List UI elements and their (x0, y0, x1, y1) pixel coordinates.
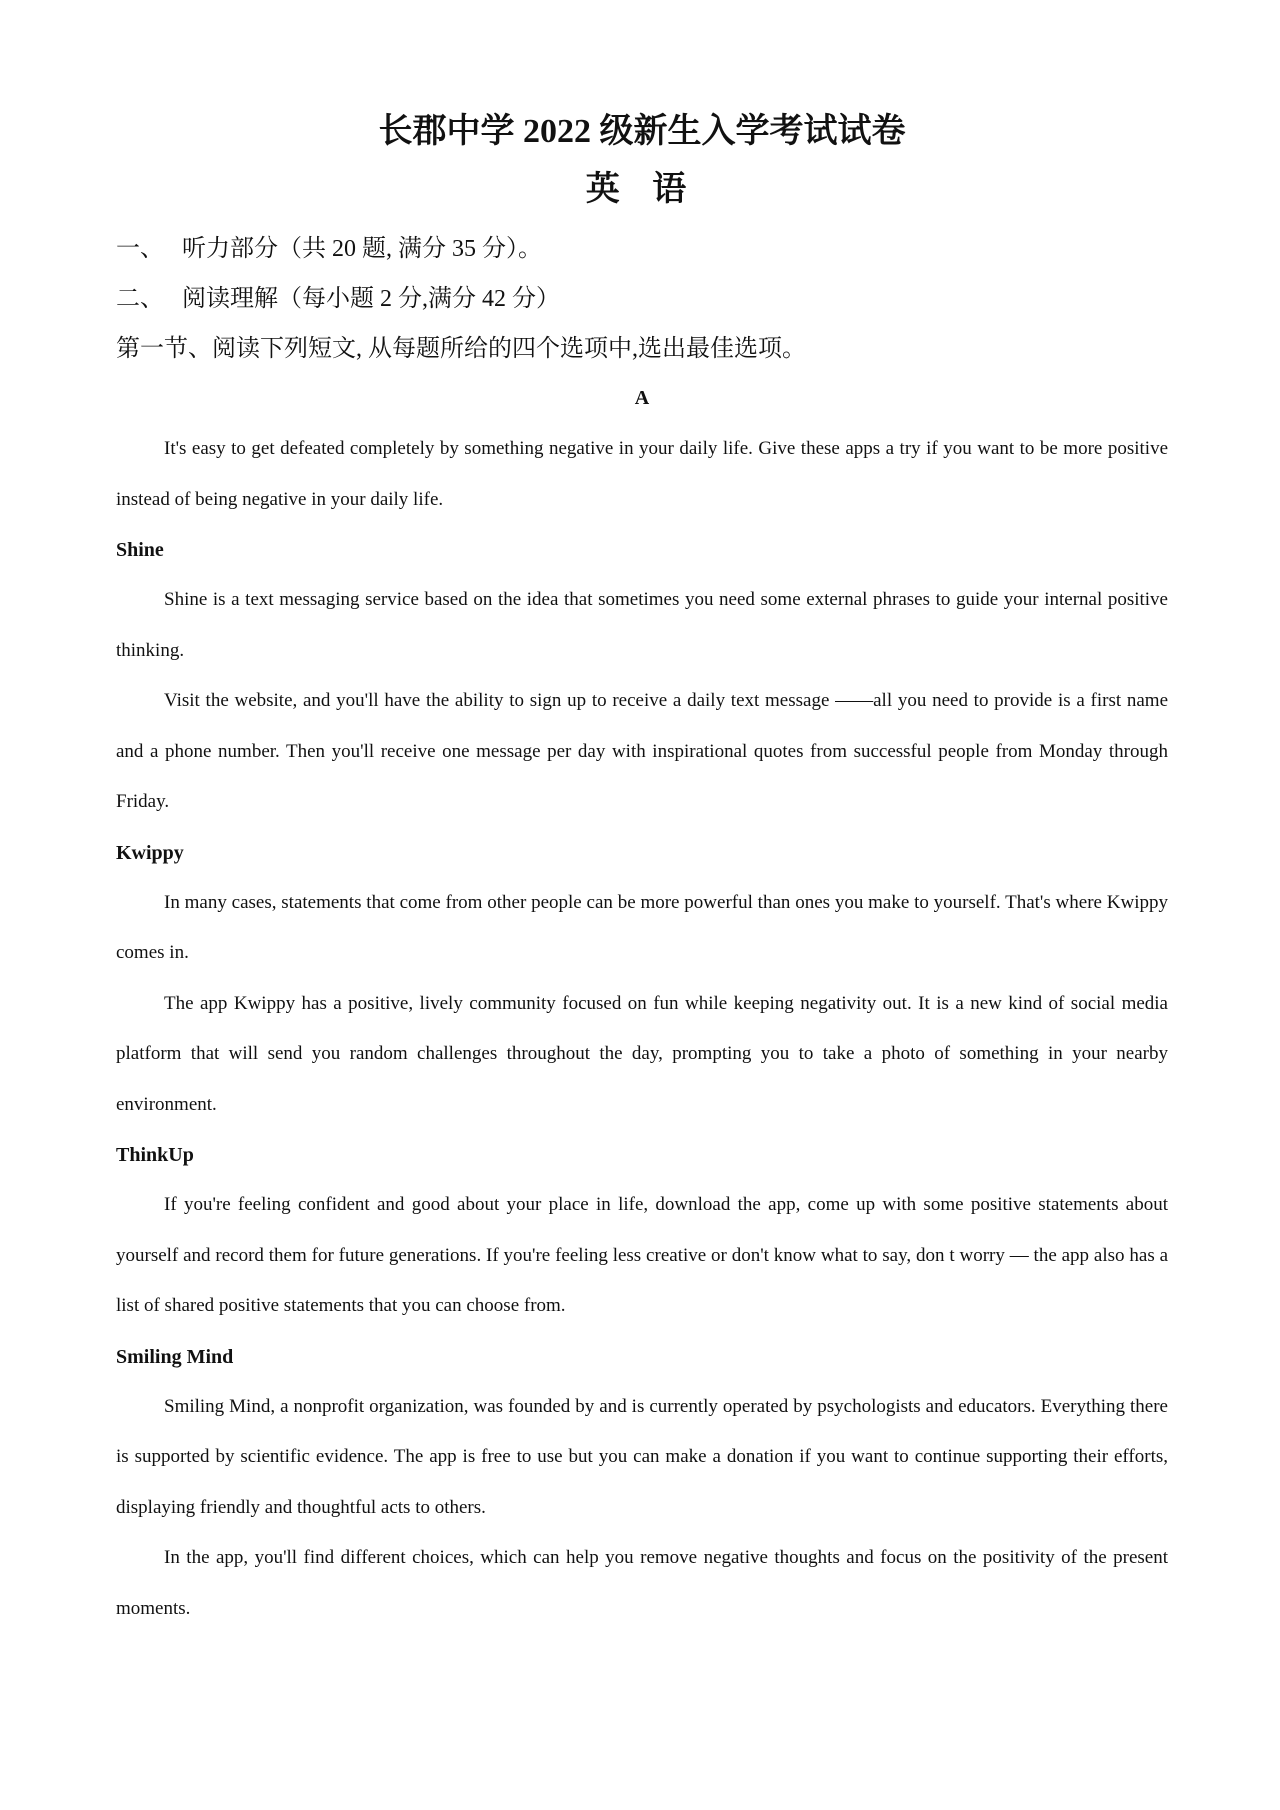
exam-page (116, 108, 1168, 1634)
passage-intro: It's easy to get defeated completely by something negative in your daily life. Give these apps a try if you want to be more positive instead of being negative in your daily life. (116, 438, 1168, 510)
paragraph: Visit the website, and you'll have the ability to sign up to receive a daily text message ——all you need to provide is a first name and a phone number. Then you'll receive one message per day with inspirational quotes from successful people from Monday through Friday. (116, 690, 1168, 812)
app-heading-smiling-mind: Smiling Mind (116, 1345, 234, 1368)
section-text: 阅读理解（每小题 2 分,满分 42 分） (182, 286, 560, 312)
section-text: 听力部分（共 20 题, 满分 35 分）。 (182, 236, 542, 262)
passage-label: A (634, 387, 650, 409)
app-heading-shine: Shine (116, 539, 164, 561)
paragraph: In many cases, statements that come from other people can be more powerful than ones you make to yourself. That's where Kwippy comes in. (116, 891, 1168, 963)
paragraph: Smiling Mind, a nonprofit organization, was founded by and is currently operated by psychologists and educators. Everything there is supported by scientific evidence. The app is free to use but you can make a donation if you want to continue supporting their efforts, displaying friendly and thoughtful acts to others. (116, 1395, 1168, 1518)
section-reading (116, 274, 1168, 324)
exam-title: 长郡中学 2022 级新生入学考试试卷 (378, 113, 906, 150)
app-heading-kwippy: Kwippy (116, 841, 184, 864)
paragraph: In the app, you'll find different choices, which can help you remove negative thoughts and focus on the positivity of the present moments. (116, 1547, 1168, 1619)
subject-title: 英 语 (585, 171, 699, 208)
subsection-instructions: 第一节、阅读下列短文, 从每题所给的四个选项中,选出最佳选项。 (116, 336, 806, 362)
section-number: 一、 (116, 236, 164, 262)
paragraph: Shine is a text messaging service based on the idea that sometimes you need some external phrases to guide your internal positive thinking. (116, 589, 1168, 661)
app-heading-thinkup: ThinkUp (116, 1144, 194, 1166)
paragraph: If you're feeling confident and good about your place in life, download the app, come up with some positive statements about yourself and record them for future generations. If you're feeling less creative or don't know what to say, don t worry — the app also has a list of shared positive statements that you can choose from. (116, 1194, 1168, 1316)
section-number: 二、 (116, 286, 164, 312)
section-listening (116, 224, 1168, 274)
paragraph: The app Kwippy has a positive, lively community focused on fun while keeping negativity out. It is a new kind of social media platform that will send you random challenges throughout the day, prompting you to take a photo of something in your nearby environment. (116, 992, 1168, 1115)
